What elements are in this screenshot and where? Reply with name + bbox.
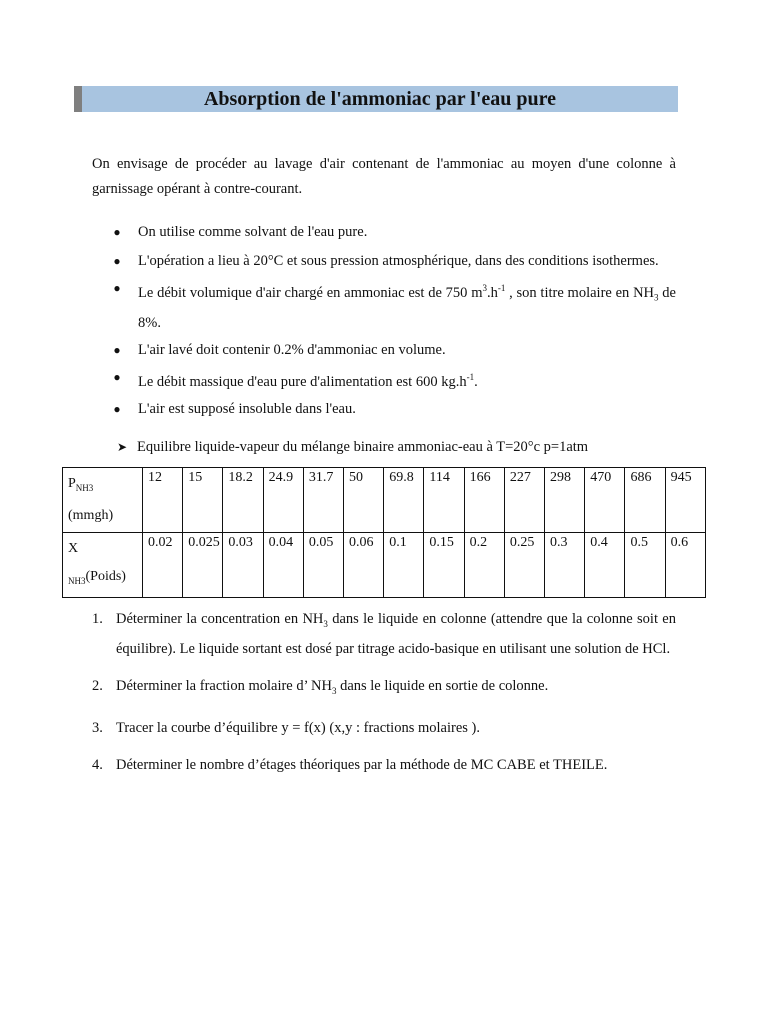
- arrow-right-icon: ➤: [117, 440, 128, 454]
- title-bar: [74, 86, 678, 112]
- table-cell: 227: [504, 468, 544, 533]
- table-cell: 0.025: [183, 532, 223, 597]
- list-item: 1. Déterminer la concentration en $NH_3$ dans le liquide en colonne (attendre que la colonne soit en équilibre). Le liquide sortant est dosé par titrage acido-basique en utilisant une solution de HCl.: [92, 611, 676, 657]
- bullet-dot-icon: ●: [113, 281, 121, 295]
- list-item: 2. Déterminer la fraction molaire d’ $NH_3$ dans le liquide en sortie de colonne.: [92, 677, 549, 696]
- table-cell: 0.03: [223, 532, 263, 597]
- list-item: ● L'air lavé doit contenir 0.2% d'ammoniac en volume.: [110, 338, 676, 363]
- table-row: [63, 532, 706, 597]
- table-cell: 50: [344, 468, 384, 533]
- table-cell: 686: [625, 468, 665, 533]
- table-cell: 0.3: [545, 532, 585, 597]
- row-header-pressure: $P_{NH3}$ (mmgh): [63, 468, 143, 533]
- table-cell: 0.06: [344, 532, 384, 597]
- conditions-list: [110, 220, 676, 424]
- intro-paragraph: On envisage de procéder au lavage d'air contenant de l'ammoniac au moyen d'une colonne à garnissage opérant à contre-courant.: [92, 156, 676, 197]
- list-item: ● L'opération a lieu à 20°C et sous pression atmosphérique, dans des conditions isothermes.: [110, 249, 676, 274]
- list-item: 3. Tracer la courbe d’équilibre y = f(x) (x,y : fractions molaires ).: [92, 719, 480, 736]
- bullet-dot-icon: ●: [113, 401, 121, 416]
- table-cell: 0.6: [665, 532, 705, 597]
- table-cell: 166: [464, 468, 504, 533]
- table-cell: 114: [424, 468, 464, 533]
- equilibrium-table: [62, 467, 706, 598]
- bullet-dot-icon: ●: [113, 225, 121, 239]
- table-cell: 0.02: [143, 532, 183, 597]
- table-cell: 31.7: [303, 468, 343, 533]
- table-cell: 470: [585, 468, 625, 533]
- list-item: ● Le débit volumique d'air chargé en ammoniac est de 750 $m^3.h^{-1}$ , son titre molaire en $NH_3$ de 8%.: [110, 276, 676, 336]
- table-cell: 0.2: [464, 532, 504, 597]
- questions-list: [92, 607, 676, 778]
- bullet-dot-icon: ●: [113, 254, 121, 268]
- table-cell: 0.05: [303, 532, 343, 597]
- table-cell: 18.2: [223, 468, 263, 533]
- table-cell: 0.1: [384, 532, 424, 597]
- table-cell: 298: [545, 468, 585, 533]
- table-cell: 0.4: [585, 532, 625, 597]
- list-item: ● L'air est supposé insoluble dans l'eau.: [110, 397, 676, 422]
- bullet-dot-icon: ●: [113, 369, 121, 384]
- table-cell: 24.9: [263, 468, 303, 533]
- row-header-fraction: X $_{NH3}$(Poids): [63, 532, 143, 597]
- list-item: ● Le débit massique d'eau pure d'alimentation est 600 $kg.h^{-1}$.: [110, 365, 676, 395]
- table-cell: 12: [143, 468, 183, 533]
- table-cell: 945: [665, 468, 705, 533]
- table-cell: 0.5: [625, 532, 665, 597]
- table-cell: 0.04: [263, 532, 303, 597]
- list-item: ● On utilise comme solvant de l'eau pure.: [110, 220, 676, 245]
- bullet-dot-icon: ●: [113, 342, 121, 357]
- table-cell: 0.15: [424, 532, 464, 597]
- table-row: [63, 468, 706, 533]
- table-cell: 15: [183, 468, 223, 533]
- table-cell: 69.8: [384, 468, 424, 533]
- table-cell: 0.25: [504, 532, 544, 597]
- equilibrium-heading: ➤ Equilibre liquide-vapeur du mélange binaire ammoniac-eau à T=20°c p=1atm: [117, 436, 588, 458]
- list-item: 4. Déterminer le nombre d’étages théoriques par la méthode de MC CABE et THEILE.: [92, 756, 608, 773]
- page-title: Absorption de l'ammoniac par l'eau pure: [203, 87, 557, 110]
